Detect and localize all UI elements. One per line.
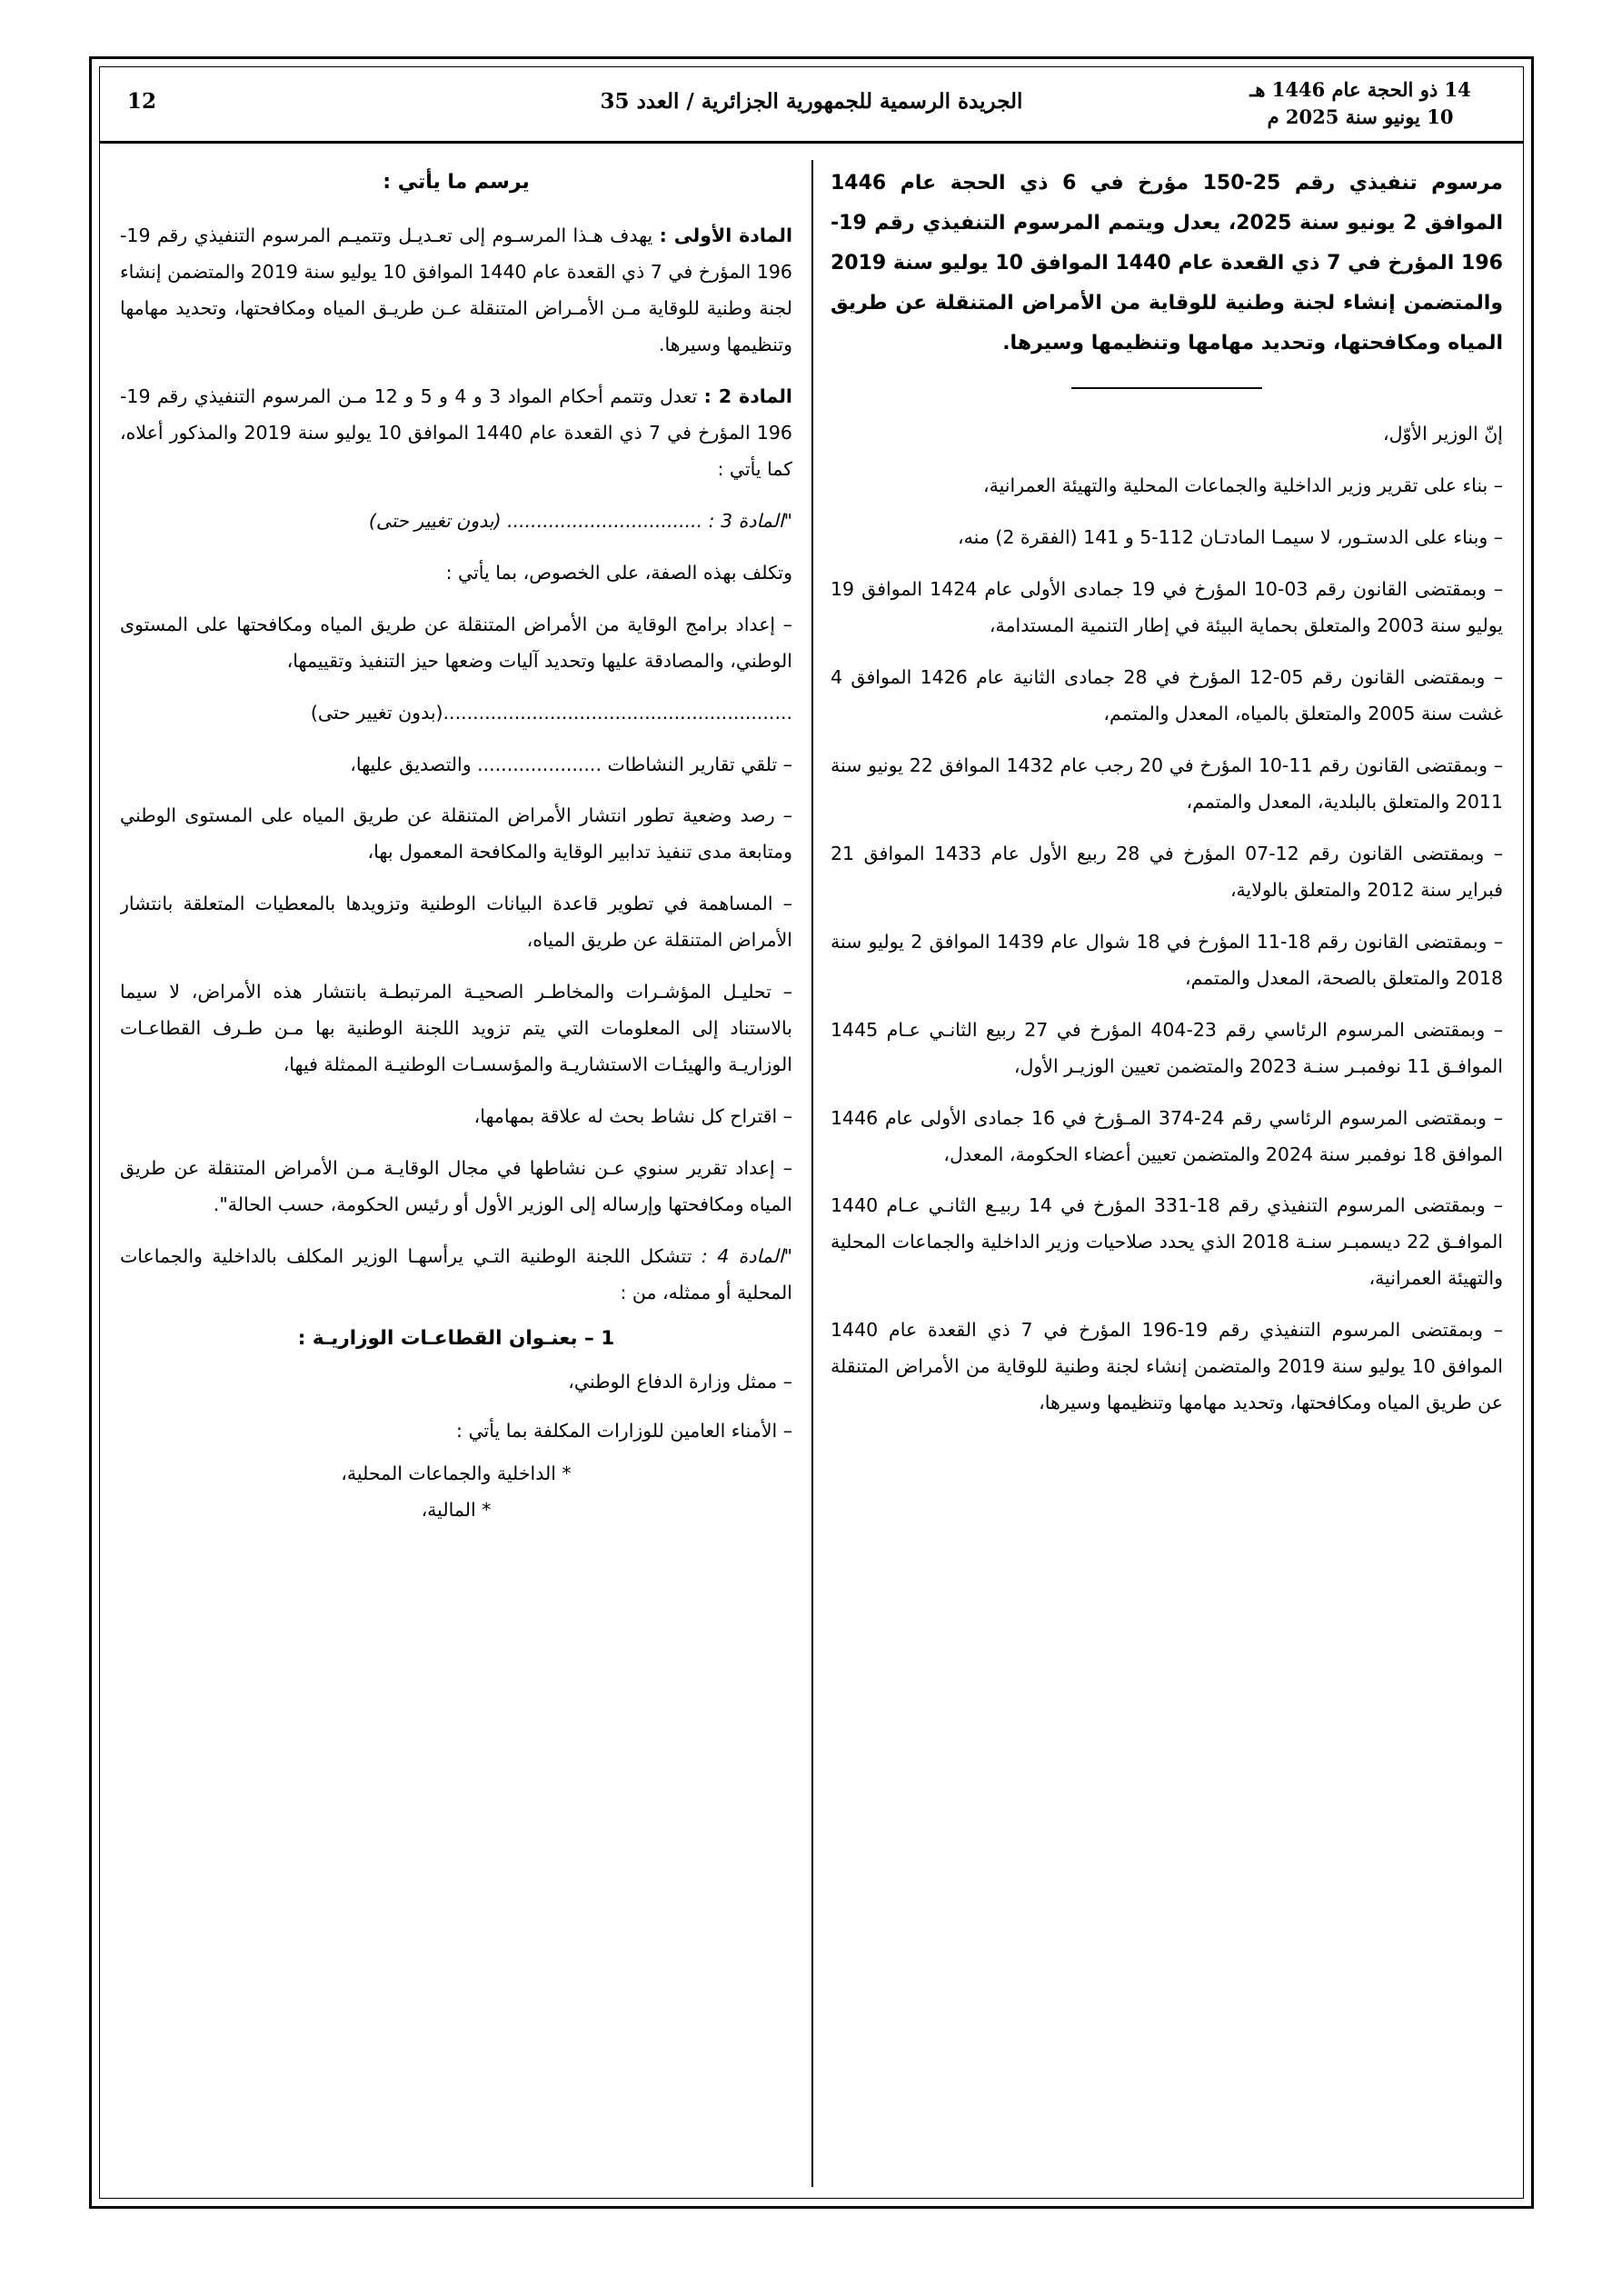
paragraph: إنّ الوزير الأوّل، [1382,423,1503,444]
list-item: * المالية، [421,1499,492,1522]
article-4 [120,1239,792,1312]
decree-intro: يرسم ما يأتي : [383,171,530,194]
paragraph: – وبمقتضى القانون رقم 03-10 المؤرخ في 19 جمادى الأولى عام 1424 الموافق 19 يوليو سنة 2003 والمتعلق بحماية البيئة في إطار التنمية المستدامة، [831,577,1503,636]
paragraph: – إعداد تقرير سنوي عـن نشاطها في مجال الوقايـة مـن الأمراض المتنقلة عن طريق المياه ومكافحتها وإرساله إلى الوزير الأول أو رئيس الحكومة، حسب الحالة". [120,1157,792,1216]
column-left [120,164,792,2189]
paragraph: – وبمقتضى المرسوم التنفيذي رقم 18-331 المؤرخ في 14 ربيـع الثانـي عـام 1440 الموافـق 22 ديسمبـر سنـة 2018 الذي يحدد صلاحيات وزير الداخلية والجماعات المحلية والتهيئة العمرانية، [831,1194,1503,1290]
page-body [100,144,1523,2198]
paragraph: – المساهمة في تطوير قاعدة البيانات الوطنية وتزويدها بالمعطيات المتعلقة بانتشار الأمراض المتنقلة عن طريق المياه، [120,893,792,952]
section-1-title: 1 – بعنـوان القطاعـات الوزاريـة : [297,1327,615,1351]
paragraph: – وبمقتضى القانون رقم 12-07 المؤرخ في 28 ربيع الأول عام 1433 الموافق 21 فبراير سنة 2012 والمتعلق بالولاية، [831,842,1503,901]
paragraph: – تلقي تقارير النشاطات ..................... والتصديق عليها، [350,753,792,775]
column-separator [811,160,813,2187]
list-item: – الأمناء العامين للوزارات المكلفة بما يأتي : [456,1420,792,1442]
page-header [100,67,1523,144]
page-frame-inner [99,66,1524,2199]
paragraph: – بناء على تقرير وزير الداخلية والجماعات المحلية والتهيئة العمرانية، [983,474,1503,496]
paragraph: وتكلف بهذه الصفة، على الخصوص، بما يأتي : [445,561,792,584]
paragraph: – إعداد برامج الوقاية من الأمراض المتنقلة عن طريق المياه ومكافحتها على المستوى الوطني، والمصادقة عليها وتحديد آليات وضعها حيز التنفيذ وتقييمها، [120,613,792,672]
article-2-label: المادة 2 : [703,384,792,407]
list-item: – ممثل وزارة الدفاع الوطني، [568,1371,792,1393]
paragraph: – تحليـل المؤشـرات والمخاطـر الصحيـة المرتبطـة بانتشار هذه الأمراض، لا سيما بالاستناد إلى المعلومات التي يتم تزويد اللجنة الوطنية بها مـن طـرف القطاعـات الوزاريـة والهيئـات الاستشاريـة والمؤسسـات الوطنيـة الممثلة فيها، [120,981,792,1076]
paragraph: – رصد وضعية تطور انتشار الأمراض المتنقلة عن طريق المياه على المستوى الوطني ومتابعة مدى تنفيذ تدابير الوقاية والمكافحة المعمول بها، [120,804,792,863]
paragraph: – وبمقتضى المرسوم الرئاسي رقم 24-374 المـؤرخ في 16 جمادى الأولى عام 1446 الموافق 18 نوفمبر سنة 2024 والمتضمن تعيين أعضاء الحكومة، المعدل، [831,1106,1503,1165]
list-item: * الداخلية والجماعات المحلية، [341,1462,572,1485]
paragraph: – وبناء على الدستـور، لا سيمـا المادتـان 112-5 و 141 (الفقرة 2) منه، [958,525,1503,548]
article-1-text: يهدف هـذا المرسـوم إلى تعـديـل وتتميـم المرسوم التنفيذي رقم 19-196 المؤرخ في 7 ذي القعدة عام 1440 الموافق 10 يوليو سنة 2019 والمتضمن إنشاء لجنة وطنية للوقاية مـن الأمـراض المتنقلة عـن طريـق المياه ومكافحتها، وتحديد مهامها وتنظيمها وسيرها. [120,224,792,355]
article-1-label: المادة الأولى : [659,224,792,246]
paragraph: – وبمقتضى المرسوم الرئاسي رقم 23-404 المؤرخ في 27 ربيع الثانـي عـام 1445 الموافـق 11 نوفمبـر سنـة 2023 والمتضمن تعيين الوزيـر الأول، [831,1018,1503,1077]
article-3-line: "المادة 3 : ................................. (بدون تغيير حتى) [368,509,792,532]
paragraph: – وبمقتضى القانون رقم 05-12 المؤرخ في 28 جمادى الثانية عام 1426 الموافق 4 غشت سنة 2005 والمتعلق بالمياه، المعدل والمتمم، [831,665,1503,724]
article-1 [120,218,792,364]
article-4-text: تتشكل اللجنة الوطنية التـي يرأسهـا الوزير المكلف بالداخلية والجماعات المحلية أو ممثله، من : [120,1245,792,1304]
header-journal-title: الجريدة الرسمية للجمهورية الجزائرية / العدد 35 [600,89,1023,114]
column-right [831,164,1503,2189]
paragraph: – وبمقتضى القانون رقم 11-10 المؤرخ في 20 رجب عام 1432 الموافق 22 يونيو سنة 2011 والمتعلق بالبلدية، المعدل والمتمم، [831,754,1503,813]
header-date-line-1: 14 ذو الحجة عام 1446 هـ [1249,78,1471,101]
paragraph: – وبمقتضى القانون رقم 18-11 المؤرخ في 18 شوال عام 1439 الموافق 2 يوليو سنة 2018 والمتعلق بالصحة، المعدل والمتمم، [831,930,1503,989]
decree-title: مرسوم تنفيذي رقم 25-150 مؤرخ في 6 ذي الحجة عام 1446 الموافق 2 يونيو سنة 2025، يعدل ويتمم المرسوم التنفيذي رقم 19-196 المؤرخ في 7 ذي القعدة عام 1440 الموافق 10 يوليو سنة 2019 والمتضمن إنشاء لجنة وطنية للوقاية من الأمراض المتنقلة عن طريق المياه ومكافحتها، وتحديد مهامها وتنظيمها وسيرها. [831,172,1503,354]
article-2 [120,379,792,488]
article-2-text: تعدل وتتمم أحكام المواد 3 و 4 و 5 و 12 مـن المرسوم التنفيذي رقم 19-196 المؤرخ في 7 ذي القعدة عام 1440 الموافق 10 يوليو سنة 2019 والمذكور أعلاه، كما يأتي : [120,384,792,480]
article-4-label: "المادة 4 : [701,1245,792,1268]
title-divider [1071,387,1262,389]
paragraph: ...........................................................(بدون تغيير حتى) [310,701,792,724]
header-date-line-2: 10 يونيو سنة 2025 م [1267,105,1454,129]
paragraph: – وبمقتضى المرسوم التنفيذي رقم 19-196 المؤرخ في 7 ذي القعدة عام 1440 الموافق 10 يوليو سنة 2019 والمتضمن إنشاء لجنة وطنية للوقاية من الأمراض المتنقلة عن طريق المياه ومكافحتها، وتحديد مهامها وتنظيمها وسيرها، [831,1319,1503,1414]
paragraph: – اقتراح كل نشاط بحث له علاقة بمهامها، [473,1105,792,1128]
page-frame [89,56,1534,2209]
header-page-number: 12 [127,89,157,114]
